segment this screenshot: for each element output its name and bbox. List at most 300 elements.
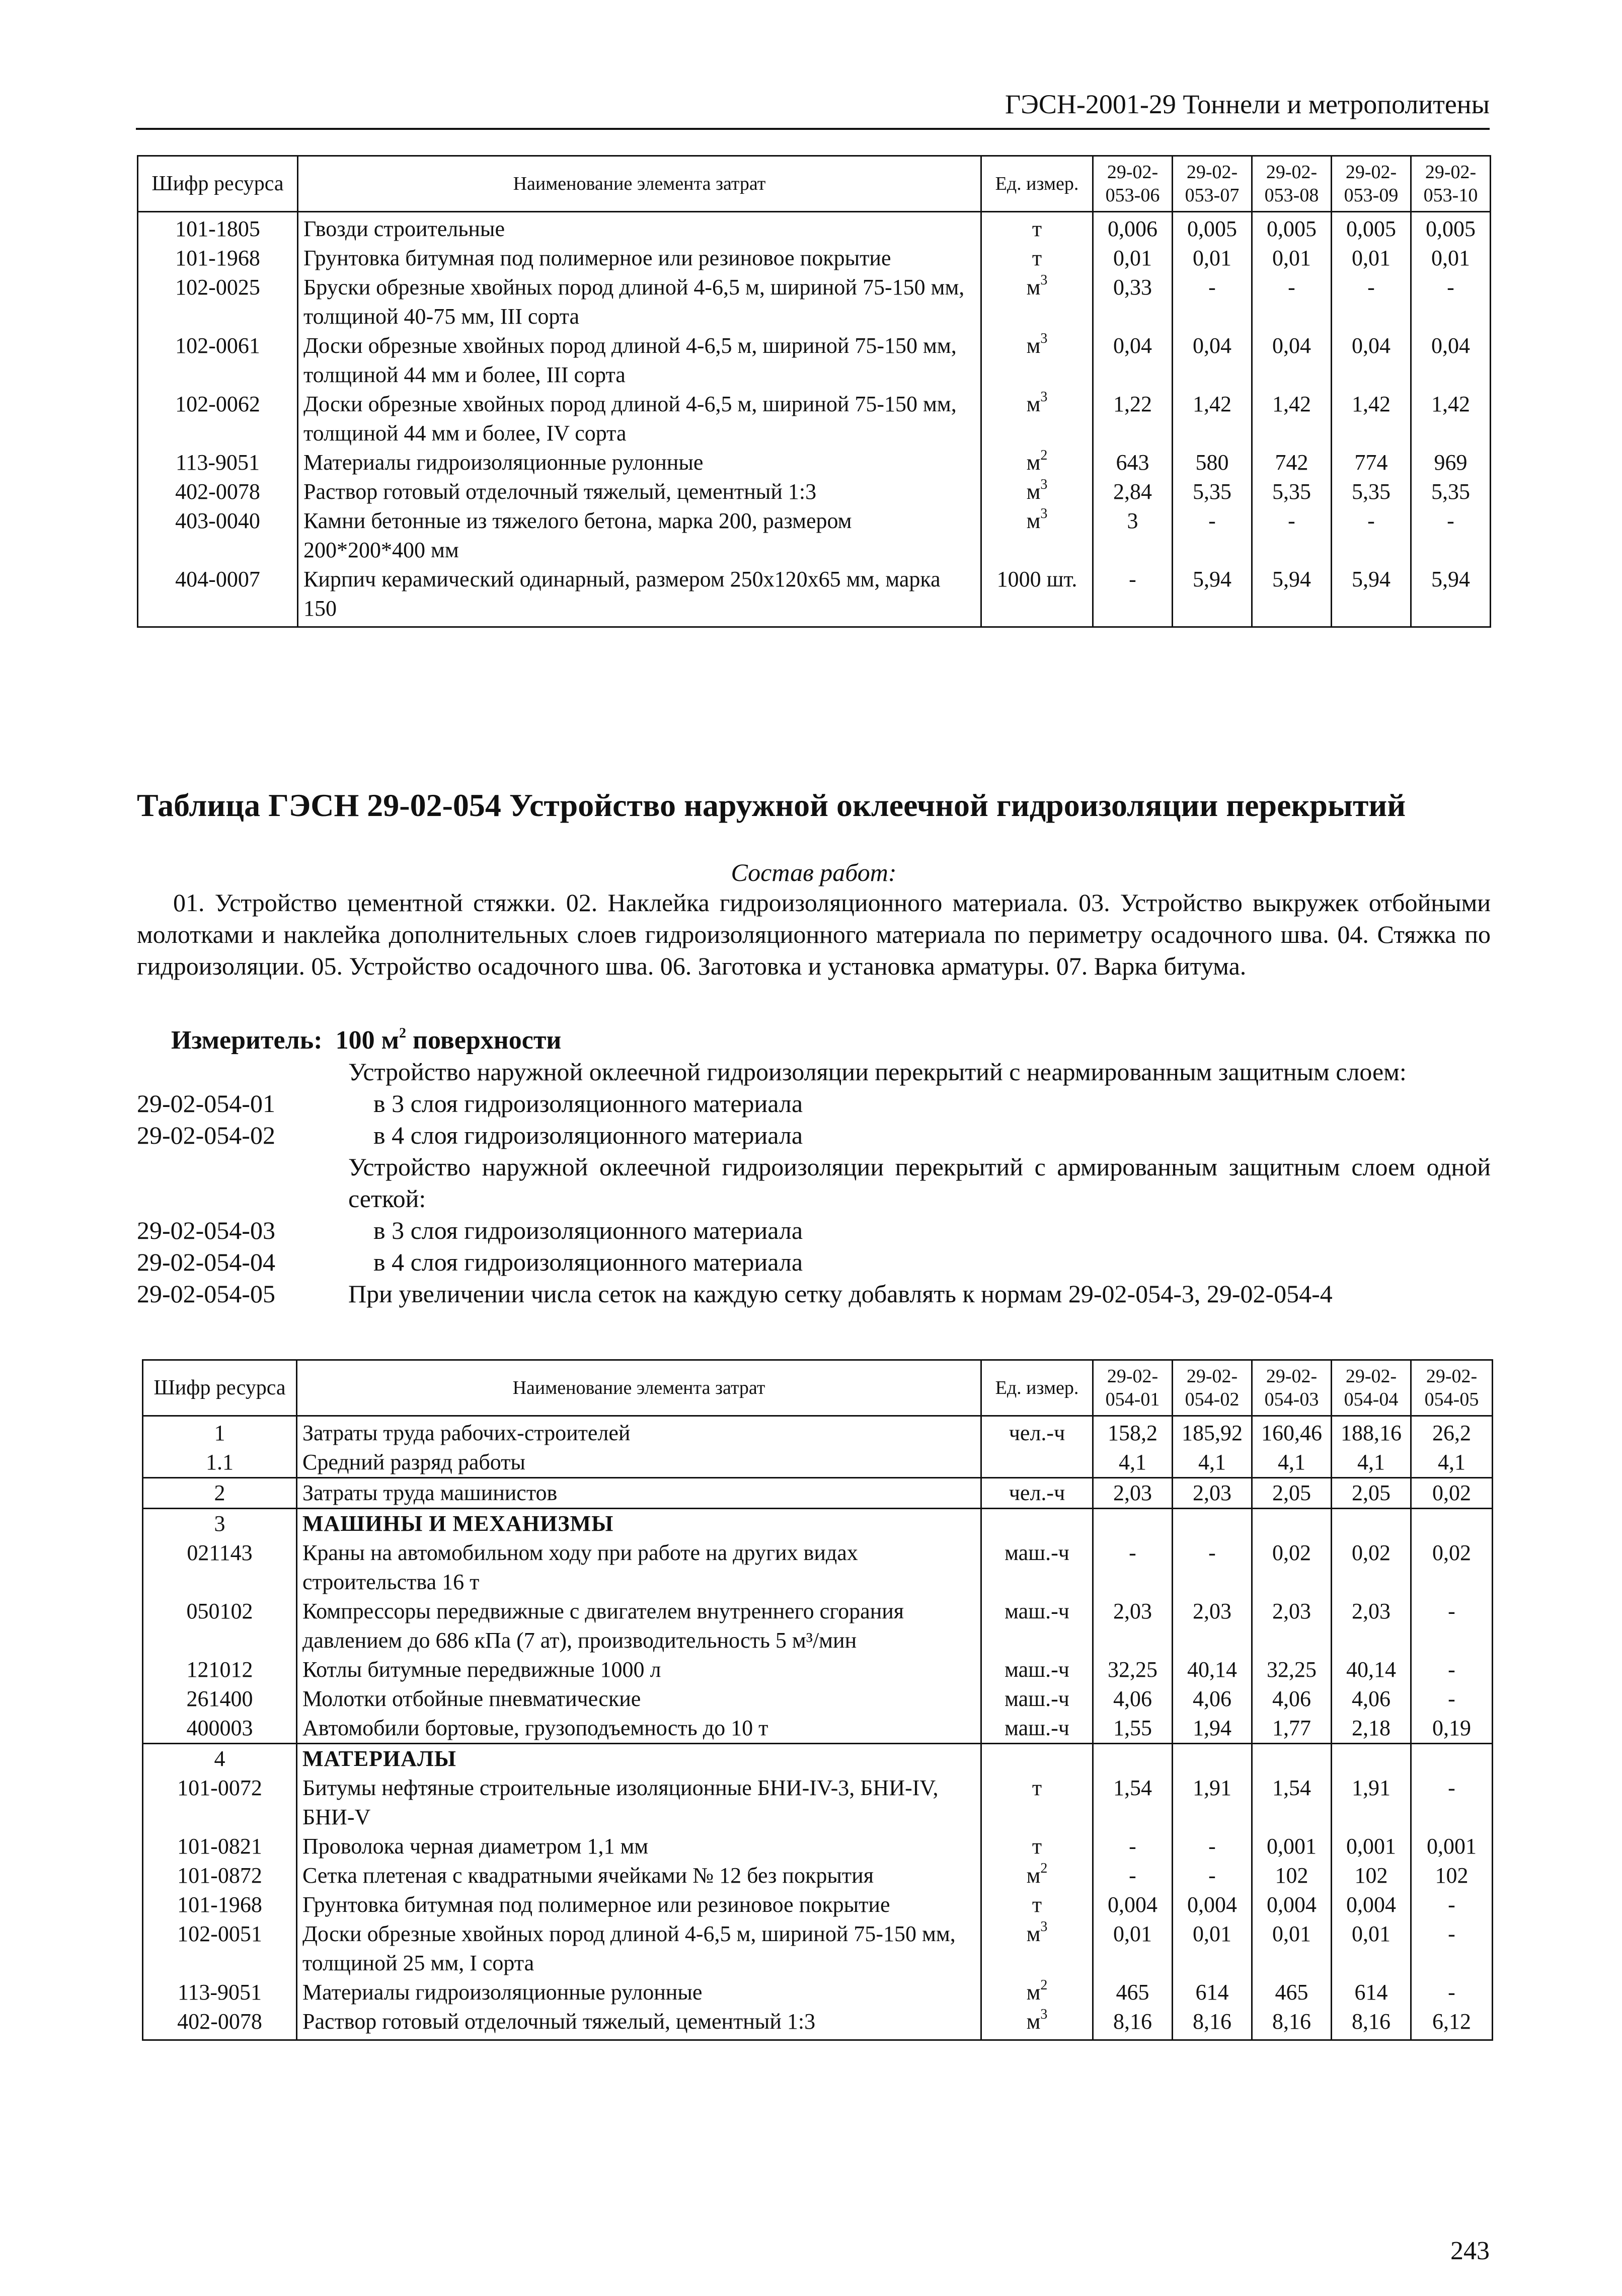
norm-value: 102 bbox=[1332, 1861, 1411, 1890]
norm-value: 1,22 bbox=[1093, 390, 1173, 448]
unit-value: т bbox=[1032, 246, 1042, 270]
norm-value: 0,005 bbox=[1332, 212, 1411, 244]
resource-code: 113-9051 bbox=[143, 1978, 297, 2007]
table-row bbox=[143, 1832, 1493, 1861]
unit-cell bbox=[981, 1538, 1093, 1597]
header-norm: 29-02-054-03 bbox=[1252, 1360, 1332, 1416]
unit-cell bbox=[981, 1714, 1093, 1744]
norm-value: 185,92 bbox=[1173, 1416, 1252, 1448]
norm-value: 0,01 bbox=[1173, 244, 1252, 273]
header-norm: 29-02-053-07 bbox=[1173, 156, 1252, 212]
norm-row bbox=[137, 1215, 1491, 1246]
norm-value: 40,14 bbox=[1332, 1655, 1411, 1684]
norm-value: 0,04 bbox=[1093, 331, 1173, 390]
norm-value: 0,04 bbox=[1252, 331, 1332, 390]
norm-value: 26,2 bbox=[1411, 1416, 1493, 1448]
resource-code: 021143 bbox=[143, 1538, 297, 1597]
norm-value: 4,1 bbox=[1173, 1448, 1252, 1478]
header-norm: 29-02-054-01 bbox=[1093, 1360, 1173, 1416]
norm-value: 1,42 bbox=[1173, 390, 1252, 448]
header-norm: 29-02-053-09 bbox=[1332, 156, 1411, 212]
table-row bbox=[143, 1448, 1493, 1478]
resource-code: 050102 bbox=[143, 1597, 297, 1655]
norm-value: 0,01 bbox=[1252, 244, 1332, 273]
resource-name: Грунтовка битумная под полимерное или резиновое покрытие bbox=[297, 1890, 981, 1919]
unit-cell bbox=[981, 506, 1093, 565]
norm-value: - bbox=[1411, 1890, 1493, 1919]
unit-cell bbox=[981, 390, 1093, 448]
meter-label: Измеритель: bbox=[171, 1026, 323, 1055]
norm-value: 2,03 bbox=[1093, 1478, 1173, 1509]
resource-code: 403-0040 bbox=[138, 506, 298, 565]
norm-value: 0,004 bbox=[1093, 1890, 1173, 1919]
header-unit: Ед. измер. bbox=[981, 1360, 1093, 1416]
norm-value: 0,04 bbox=[1173, 331, 1252, 390]
unit-cell bbox=[981, 273, 1093, 331]
norm-value bbox=[1173, 1509, 1252, 1539]
resource-code: 121012 bbox=[143, 1655, 297, 1684]
norm-value: - bbox=[1252, 273, 1332, 331]
norm-value: 1,42 bbox=[1332, 390, 1411, 448]
unit-value: маш.-ч bbox=[1005, 1599, 1069, 1623]
table-row bbox=[143, 1655, 1493, 1684]
meter-exponent: 2 bbox=[399, 1025, 407, 1041]
unit-value: м bbox=[1026, 479, 1041, 504]
table-title: Таблица ГЭСН 29-02-054 Устройство наружной оклеечной гидроизоляции перекрытий bbox=[137, 787, 1406, 823]
norm-value: 969 bbox=[1411, 448, 1491, 477]
resource-name: Материалы гидроизоляционные рулонные bbox=[297, 1978, 981, 2007]
norm-value: 5,94 bbox=[1332, 565, 1411, 627]
norm-value: 4,1 bbox=[1093, 1448, 1173, 1478]
norm-value: 0,02 bbox=[1411, 1538, 1493, 1597]
norm-value: 0,04 bbox=[1332, 331, 1411, 390]
norm-text: Устройство наружной оклеечной гидроизоляции перекрытий с армированным защитным слоем одной сеткой: bbox=[348, 1153, 1491, 1213]
norm-text: в 4 слоя гидроизоляционного материала bbox=[373, 1248, 803, 1276]
norm-value: - bbox=[1093, 565, 1173, 627]
norms-table-053 bbox=[137, 155, 1491, 628]
norm-value: 5,35 bbox=[1173, 477, 1252, 506]
norm-row bbox=[137, 1120, 1491, 1151]
norm-value: 0,005 bbox=[1411, 212, 1491, 244]
unit-cell bbox=[981, 1416, 1093, 1448]
norm-value: 0,01 bbox=[1173, 1919, 1252, 1978]
norm-row bbox=[137, 1056, 1491, 1088]
norm-value: - bbox=[1411, 1978, 1493, 2007]
resource-name: Раствор готовый отделочный тяжелый, цементный 1:3 bbox=[298, 477, 981, 506]
norm-value bbox=[1411, 1744, 1493, 1774]
unit-cell bbox=[981, 1744, 1093, 1774]
header-norm: 29-02-054-05 bbox=[1411, 1360, 1493, 1416]
norm-value: 0,004 bbox=[1252, 1890, 1332, 1919]
norm-value: 0,01 bbox=[1093, 1919, 1173, 1978]
norm-value bbox=[1332, 1509, 1411, 1539]
header-name: Наименование элемента затрат bbox=[297, 1360, 981, 1416]
resource-code: 1.1 bbox=[143, 1448, 297, 1478]
norm-value: 0,01 bbox=[1252, 1919, 1332, 1978]
norm-value: 32,25 bbox=[1093, 1655, 1173, 1684]
norm-value: 1,55 bbox=[1093, 1714, 1173, 1744]
norm-value: 5,94 bbox=[1411, 565, 1491, 627]
unit-value: маш.-ч bbox=[1005, 1716, 1069, 1740]
norm-value: - bbox=[1173, 1832, 1252, 1861]
unit-exponent: 3 bbox=[1040, 389, 1048, 405]
norm-value: 0,33 bbox=[1093, 273, 1173, 331]
running-header: ГЭСН-2001-29 Тоннели и метрополитены bbox=[136, 87, 1490, 130]
norm-value: - bbox=[1411, 506, 1491, 565]
norm-value bbox=[1332, 1744, 1411, 1774]
table-row bbox=[143, 1538, 1493, 1597]
resource-code: 1 bbox=[143, 1416, 297, 1448]
norm-text: в 3 слоя гидроизоляционного материала bbox=[373, 1089, 803, 1118]
norm-value: - bbox=[1411, 273, 1491, 331]
norm-value: - bbox=[1332, 273, 1411, 331]
section-title: МАТЕРИАЛЫ bbox=[297, 1744, 981, 1774]
norm-value: 774 bbox=[1332, 448, 1411, 477]
norm-value: 614 bbox=[1332, 1978, 1411, 2007]
unit-exponent: 2 bbox=[1040, 1861, 1048, 1877]
resource-name: Камни бетонные из тяжелого бетона, марка 200, размером 200*200*400 мм bbox=[298, 506, 981, 565]
norm-value: 0,01 bbox=[1093, 244, 1173, 273]
norm-value: 2,05 bbox=[1332, 1478, 1411, 1509]
norm-value: 3 bbox=[1093, 506, 1173, 565]
section-row bbox=[143, 1744, 1493, 1774]
norm-value: 0,001 bbox=[1411, 1832, 1493, 1861]
unit-value: м bbox=[1026, 333, 1041, 358]
norm-value: 1,54 bbox=[1252, 1773, 1332, 1832]
unit-value: т bbox=[1032, 216, 1042, 241]
unit-exponent: 3 bbox=[1040, 506, 1048, 522]
section-row bbox=[143, 1509, 1493, 1539]
norm-value: 465 bbox=[1252, 1978, 1332, 2007]
unit-cell bbox=[981, 1978, 1093, 2007]
unit-value: м bbox=[1026, 392, 1041, 416]
unit-cell bbox=[981, 1684, 1093, 1714]
resource-name: Молотки отбойные пневматические bbox=[297, 1684, 981, 1714]
norm-row bbox=[137, 1088, 1491, 1120]
norm-value: 160,46 bbox=[1252, 1416, 1332, 1448]
norm-value: 2,03 bbox=[1173, 1597, 1252, 1655]
resource-code: 101-1968 bbox=[143, 1890, 297, 1919]
header-code: Шифр ресурса bbox=[138, 156, 298, 212]
norm-value: 2,18 bbox=[1332, 1714, 1411, 1744]
norm-value: 0,006 bbox=[1093, 212, 1173, 244]
table-row bbox=[143, 1773, 1493, 1832]
norm-value bbox=[1093, 1509, 1173, 1539]
norm-value: 580 bbox=[1173, 448, 1252, 477]
resource-name: Битумы нефтяные строительные изоляционные БНИ-IV-3, БНИ-IV, БНИ-V bbox=[297, 1773, 981, 1832]
unit-cell bbox=[981, 1919, 1093, 1978]
norm-value: 1,94 bbox=[1173, 1714, 1252, 1744]
unit-exponent: 3 bbox=[1040, 477, 1048, 493]
norm-value: 4,1 bbox=[1252, 1448, 1332, 1478]
resource-name: Затраты труда машинистов bbox=[297, 1478, 981, 1509]
table-row bbox=[138, 506, 1491, 565]
norm-value: 2,03 bbox=[1332, 1597, 1411, 1655]
norm-value: 2,03 bbox=[1173, 1478, 1252, 1509]
resource-code: 404-0007 bbox=[138, 565, 298, 627]
unit-cell bbox=[981, 448, 1093, 477]
table-row bbox=[143, 1416, 1493, 1448]
unit-value: м bbox=[1026, 1921, 1041, 1946]
resource-name: Материалы гидроизоляционные рулонные bbox=[298, 448, 981, 477]
resource-code: 102-0062 bbox=[138, 390, 298, 448]
resource-name: Бруски обрезные хвойных пород длиной 4-6,5 м, шириной 75-150 мм, толщиной 40-75 мм, III сорта bbox=[298, 273, 981, 331]
norm-value: 465 bbox=[1093, 1978, 1173, 2007]
unit-value: т bbox=[1032, 1834, 1042, 1859]
norm-text: в 4 слоя гидроизоляционного материала bbox=[373, 1121, 803, 1149]
table-header bbox=[143, 1360, 1493, 1416]
unit-value: чел.-ч bbox=[1009, 1421, 1065, 1445]
norm-value: 8,16 bbox=[1093, 2007, 1173, 2040]
resource-name: Грунтовка битумная под полимерное или резиновое покрытие bbox=[298, 244, 981, 273]
resource-code: 402-0078 bbox=[143, 2007, 297, 2040]
norm-code: 29-02-054-02 bbox=[137, 1121, 275, 1149]
resource-name: Проволока черная диаметром 1,1 мм bbox=[297, 1832, 981, 1861]
unit-cell bbox=[981, 1890, 1093, 1919]
norm-value: 0,19 bbox=[1411, 1714, 1493, 1744]
norm-value: 1,77 bbox=[1252, 1714, 1332, 1744]
unit-cell bbox=[981, 1597, 1093, 1655]
unit-cell bbox=[981, 1448, 1093, 1478]
unit-cell bbox=[981, 1773, 1093, 1832]
header-name: Наименование элемента затрат bbox=[298, 156, 981, 212]
norm-value: - bbox=[1093, 1832, 1173, 1861]
resource-code: 402-0078 bbox=[138, 477, 298, 506]
table-row bbox=[143, 1890, 1493, 1919]
norm-text: Устройство наружной оклеечной гидроизоляции перекрытий с неармированным защитным слоем: bbox=[348, 1058, 1407, 1086]
header-code: Шифр ресурса bbox=[143, 1360, 297, 1416]
norm-value: 4,06 bbox=[1173, 1684, 1252, 1714]
resource-code: 102-0051 bbox=[143, 1919, 297, 1978]
unit-cell bbox=[981, 1509, 1093, 1539]
resource-name: Краны на автомобильном ходу при работе на других видах строительства 16 т bbox=[297, 1538, 981, 1597]
norm-value: 4,06 bbox=[1332, 1684, 1411, 1714]
norm-value: 0,01 bbox=[1332, 244, 1411, 273]
unit-exponent: 2 bbox=[1040, 1977, 1048, 1993]
norm-value: 188,16 bbox=[1332, 1416, 1411, 1448]
norm-value bbox=[1093, 1744, 1173, 1774]
section-title: МАШИНЫ И МЕХАНИЗМЫ bbox=[297, 1509, 981, 1539]
resource-code: 101-0821 bbox=[143, 1832, 297, 1861]
unit-value: т bbox=[1032, 1775, 1042, 1800]
resource-code: 3 bbox=[143, 1509, 297, 1539]
unit-cell bbox=[981, 1861, 1093, 1890]
resource-code: 2 bbox=[143, 1478, 297, 1509]
norm-value: 8,16 bbox=[1332, 2007, 1411, 2040]
works-heading: Состав работ: bbox=[731, 858, 897, 886]
norm-value: 2,05 bbox=[1252, 1478, 1332, 1509]
norm-value: - bbox=[1411, 1655, 1493, 1684]
norm-code: 29-02-054-05 bbox=[137, 1280, 275, 1308]
unit-value: маш.-ч bbox=[1005, 1686, 1069, 1711]
resource-name: Автомобили бортовые, грузоподъемность до 10 т bbox=[297, 1714, 981, 1744]
resource-code: 101-1968 bbox=[138, 244, 298, 273]
norm-value: 5,35 bbox=[1252, 477, 1332, 506]
norm-value: 0,001 bbox=[1332, 1832, 1411, 1861]
resource-code: 101-0872 bbox=[143, 1861, 297, 1890]
norm-value: 5,94 bbox=[1173, 565, 1252, 627]
header-unit: Ед. измер. bbox=[981, 156, 1093, 212]
norm-code: 29-02-054-04 bbox=[137, 1248, 275, 1276]
table-row bbox=[143, 1478, 1493, 1509]
norm-value: 1,54 bbox=[1093, 1773, 1173, 1832]
table-row bbox=[143, 1684, 1493, 1714]
unit-value: м bbox=[1026, 275, 1041, 300]
table-row bbox=[143, 2007, 1493, 2040]
unit-exponent: 3 bbox=[1040, 272, 1048, 288]
norm-value: - bbox=[1411, 1919, 1493, 1978]
norm-value: 4,06 bbox=[1252, 1684, 1332, 1714]
norm-code: 29-02-054-01 bbox=[137, 1089, 275, 1118]
norm-value: 32,25 bbox=[1252, 1655, 1332, 1684]
unit-cell bbox=[981, 2007, 1093, 2040]
norm-value: 5,35 bbox=[1332, 477, 1411, 506]
table-row bbox=[143, 1978, 1493, 2007]
norm-row bbox=[137, 1246, 1491, 1278]
table-row bbox=[143, 1597, 1493, 1655]
resource-name: Кирпич керамический одинарный, размером 250x120x65 мм, марка 150 bbox=[298, 565, 981, 627]
unit-value: чел.-ч bbox=[1009, 1480, 1065, 1505]
norm-value: 1,91 bbox=[1173, 1773, 1252, 1832]
norm-value: 1,42 bbox=[1252, 390, 1332, 448]
meter-line bbox=[171, 1024, 1490, 1057]
table-header bbox=[138, 156, 1491, 212]
norm-value: 5,35 bbox=[1411, 477, 1491, 506]
unit-exponent: 3 bbox=[1040, 1919, 1048, 1935]
meter-value: 100 м bbox=[335, 1026, 400, 1055]
norm-value: 2,84 bbox=[1093, 477, 1173, 506]
norm-value: - bbox=[1411, 1597, 1493, 1655]
norm-value bbox=[1252, 1509, 1332, 1539]
norm-value: - bbox=[1093, 1538, 1173, 1597]
resource-name: Доски обрезные хвойных пород длиной 4-6,5 м, шириной 75-150 мм, толщиной 44 мм и более, IV сорта bbox=[298, 390, 981, 448]
norm-value: 0,004 bbox=[1332, 1890, 1411, 1919]
unit-cell bbox=[981, 331, 1093, 390]
norm-row bbox=[137, 1151, 1491, 1215]
unit-cell bbox=[981, 477, 1093, 506]
norm-value: 0,04 bbox=[1411, 331, 1491, 390]
norms-list bbox=[137, 1056, 1491, 1310]
unit-cell bbox=[981, 1655, 1093, 1684]
unit-cell bbox=[981, 565, 1093, 627]
table-row bbox=[138, 390, 1491, 448]
norm-value: - bbox=[1093, 1861, 1173, 1890]
resource-name: Сетка плетеная с квадратными ячейками № 12 без покрытия bbox=[297, 1861, 981, 1890]
table-row bbox=[143, 1714, 1493, 1744]
unit-value: маш.-ч bbox=[1005, 1540, 1069, 1565]
resource-name: Доски обрезные хвойных пород длиной 4-6,5 м, шириной 75-150 мм, толщиной 44 мм и более, III сорта bbox=[298, 331, 981, 390]
resource-name: Доски обрезные хвойных пород длиной 4-6,5 м, шириной 75-150 мм, толщиной 25 мм, I сорта bbox=[297, 1919, 981, 1978]
resource-code: 101-0072 bbox=[143, 1773, 297, 1832]
norm-value: 2,03 bbox=[1252, 1597, 1332, 1655]
header-norm: 29-02-054-04 bbox=[1332, 1360, 1411, 1416]
resource-code: 101-1805 bbox=[138, 212, 298, 244]
norm-value: - bbox=[1411, 1773, 1493, 1832]
unit-value: маш.-ч bbox=[1005, 1657, 1069, 1682]
norm-value: 742 bbox=[1252, 448, 1332, 477]
norm-value: 102 bbox=[1252, 1861, 1332, 1890]
resource-name: Гвозди строительные bbox=[298, 212, 981, 244]
header-norm: 29-02-053-10 bbox=[1411, 156, 1491, 212]
resource-code: 102-0025 bbox=[138, 273, 298, 331]
norm-value: 0,02 bbox=[1332, 1538, 1411, 1597]
norm-value: 0,02 bbox=[1252, 1538, 1332, 1597]
resource-name: Затраты труда рабочих-строителей bbox=[297, 1416, 981, 1448]
norm-value: 8,16 bbox=[1173, 2007, 1252, 2040]
norm-value: 614 bbox=[1173, 1978, 1252, 2007]
table-row bbox=[138, 212, 1491, 244]
norm-value: - bbox=[1173, 1538, 1252, 1597]
unit-value: м bbox=[1026, 1980, 1041, 2005]
table-row bbox=[138, 565, 1491, 627]
norm-value: 0,005 bbox=[1252, 212, 1332, 244]
unit-value: м bbox=[1026, 450, 1041, 475]
norm-value: 8,16 bbox=[1252, 2007, 1332, 2040]
table-row bbox=[138, 244, 1491, 273]
norm-value: 158,2 bbox=[1093, 1416, 1173, 1448]
resource-code: 113-9051 bbox=[138, 448, 298, 477]
table-body bbox=[138, 212, 1491, 627]
norm-value: 1,91 bbox=[1332, 1773, 1411, 1832]
norm-row bbox=[137, 1278, 1491, 1310]
header-norm: 29-02-053-08 bbox=[1252, 156, 1332, 212]
resource-code: 400003 bbox=[143, 1714, 297, 1744]
norm-value: 0,02 bbox=[1411, 1478, 1493, 1509]
norm-value: 102 bbox=[1411, 1861, 1493, 1890]
norm-value: 0,005 bbox=[1173, 212, 1252, 244]
page-number: 243 bbox=[1450, 2237, 1490, 2265]
norm-value: 40,14 bbox=[1173, 1655, 1252, 1684]
unit-value: м bbox=[1026, 2009, 1041, 2034]
meter-suffix: поверхности bbox=[406, 1026, 562, 1055]
norm-value: 4,1 bbox=[1332, 1448, 1411, 1478]
unit-exponent: 2 bbox=[1040, 448, 1048, 464]
unit-cell bbox=[981, 212, 1093, 244]
unit-value: м bbox=[1026, 508, 1041, 533]
norm-value bbox=[1252, 1744, 1332, 1774]
norm-value: 0,01 bbox=[1332, 1919, 1411, 1978]
norm-value: 0,001 bbox=[1252, 1832, 1332, 1861]
norm-value: - bbox=[1173, 506, 1252, 565]
norm-value: 0,004 bbox=[1173, 1890, 1252, 1919]
unit-cell bbox=[981, 1832, 1093, 1861]
table-row bbox=[138, 273, 1491, 331]
norm-value: 4,06 bbox=[1093, 1684, 1173, 1714]
table-body bbox=[143, 1416, 1493, 2040]
norm-value bbox=[1411, 1509, 1493, 1539]
norm-value: 4,1 bbox=[1411, 1448, 1493, 1478]
unit-exponent: 3 bbox=[1040, 331, 1048, 347]
norm-value: 2,03 bbox=[1093, 1597, 1173, 1655]
norm-value bbox=[1173, 1744, 1252, 1774]
unit-cell bbox=[981, 244, 1093, 273]
norm-value: - bbox=[1252, 506, 1332, 565]
unit-value: 1000 шт. bbox=[996, 567, 1077, 591]
table-row bbox=[143, 1919, 1493, 1978]
norm-value: - bbox=[1411, 1684, 1493, 1714]
norm-text: При увеличении числа сеток на каждую сетку добавлять к нормам 29-02-054-3, 29-02-054-4 bbox=[348, 1280, 1333, 1308]
norm-value: 5,94 bbox=[1252, 565, 1332, 627]
works-description: 01. Устройство цементной стяжки. 02. Наклейка гидроизоляционного материала. 03. Устройство выкружек отбойными молотками и наклейка дополнительных слоев гидроизоляционного материала по периметру осадочного шва. 04. Стяжка по гидроизоляции. 05. Устройство осадочного шва. 06. Заготовка и установка арматуры. 07. Варка битума. bbox=[137, 888, 1491, 980]
header-norm: 29-02-053-06 bbox=[1093, 156, 1173, 212]
resource-name: Раствор готовый отделочный тяжелый, цементный 1:3 bbox=[297, 2007, 981, 2040]
resource-name: Средний разряд работы bbox=[297, 1448, 981, 1478]
unit-value: м bbox=[1026, 1863, 1041, 1888]
norm-value: 6,12 bbox=[1411, 2007, 1493, 2040]
header-norm: 29-02-054-02 bbox=[1173, 1360, 1252, 1416]
table-row bbox=[143, 1861, 1493, 1890]
resource-name: Компрессоры передвижные с двигателем внутреннего сгорания давлением до 686 кПа (7 ат), производительность 5 м³/мин bbox=[297, 1597, 981, 1655]
